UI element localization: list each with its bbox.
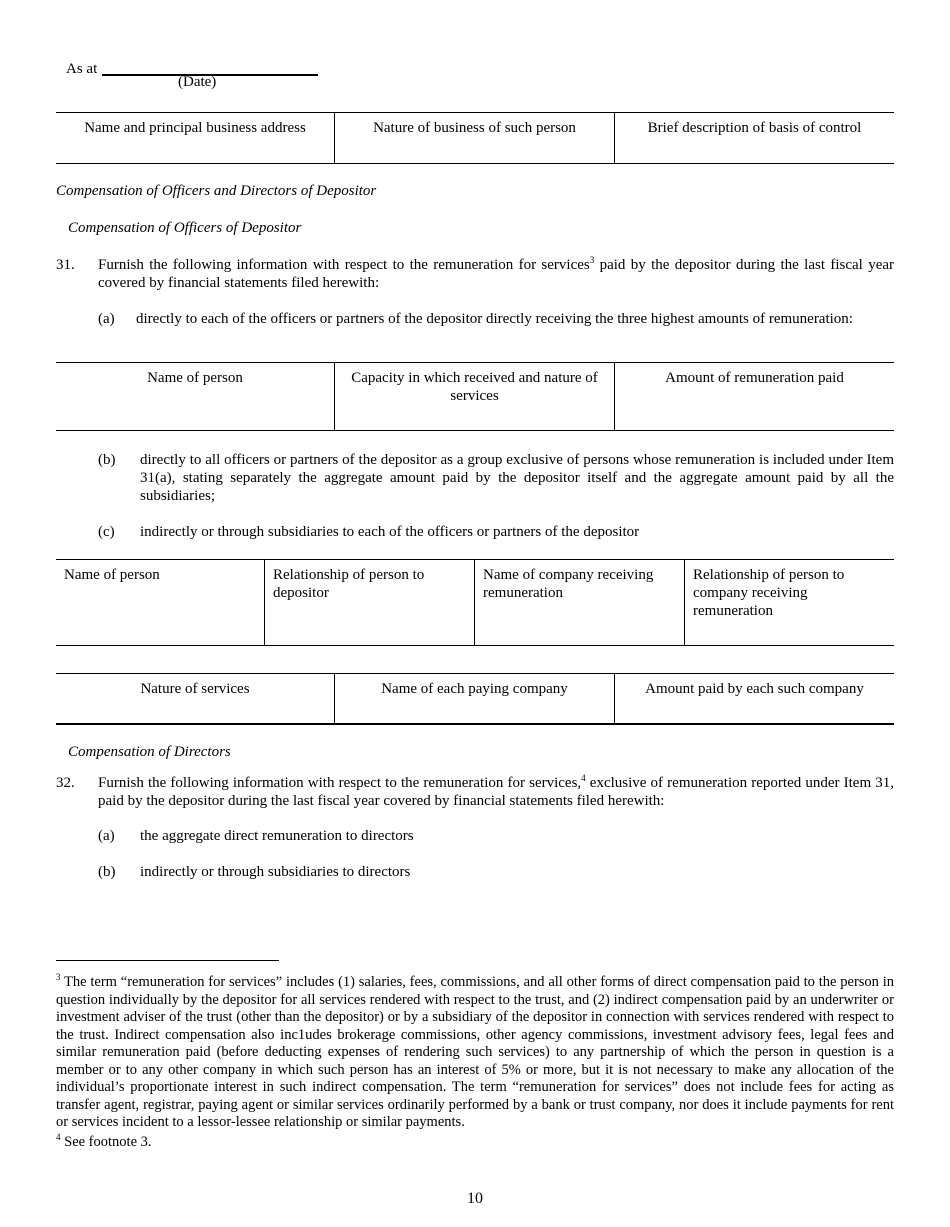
footnote-3: $^3$ The term “remuneration for services” includes (1) salaries, fees, commissions, and all other forms of direct compensation paid to the person in question individually by the depositor for all services rendered with respect to the trust, and (2) indirect compensation paid by an underwriter or investment adviser of the trust (other than the depositor) or by a subsidiary of the depositor in connection with services rendered with respect to the trust. Indirect compensation also inc1udes brokerage commissions, other agency commissions, investment advisory fees, legal fees and similar remuneration paid (before deducting expenses of rendering such services) to any partnership of which the person in question is a member or to any other company in which such person has an interest of 5% or more, but it is not necessary to make any allocation of the individual’s proportionate interest in such indirect compensation. The term “remuneration for services” does not include fees for acting as transfer agent, registrar, paying agent or similar services ordinarily performed by a bank or trust company, nor does it include payments for rent or services incident to a lessor-lessee relationship or similar payments.	[56, 972, 894, 1130]
indirect-table-header-company: Name of company receiving remuneration	[475, 560, 685, 645]
page-number: 10	[467, 1190, 483, 1207]
as-at-label: As at	[66, 61, 98, 77]
footnote-separator	[56, 960, 279, 961]
item-32-text: Furnish the following information with respect to the remuneration for services,$^4$ exclusive of remuneration reported under Item 31, paid by the depositor during the last fiscal year covered by financial statements filed herewith:	[98, 773, 894, 809]
item-31c-letter: (c)	[98, 524, 115, 540]
item-32-number: 32.	[56, 775, 75, 791]
indirect-table-header-relationship-depositor: Relationship of person to depositor	[265, 560, 475, 645]
control-table-header-nature: Nature of business of such person	[335, 113, 615, 163]
control-table	[56, 112, 894, 164]
item-32a-letter: (a)	[98, 828, 115, 844]
item-31b-letter: (b)	[98, 452, 116, 468]
item-31a-text: directly to each of the officers or partners of the depositor directly receiving the three highest amounts of remuneration:	[136, 311, 853, 327]
item-31-number: 31.	[56, 257, 75, 273]
services-table	[56, 673, 894, 725]
item-32a-text: the aggregate direct remuneration to directors	[140, 828, 414, 844]
date-label: (Date)	[178, 74, 217, 90]
indirect-table-header-name: Name of person	[56, 560, 265, 645]
control-table-header-name: Name and principal business address	[56, 113, 335, 163]
item-31c-text: indirectly or through subsidiaries to each of the officers or partners of the depositor	[140, 524, 640, 540]
services-table-header-amount: Amount paid by each such company	[645, 681, 864, 697]
subsection-directors-title: Compensation of Directors	[68, 744, 231, 760]
subsection-officers-title: Compensation of Officers of Depositor	[68, 220, 302, 236]
indirect-table	[56, 559, 894, 646]
item-32b-text: indirectly or through subsidiaries to directors	[140, 864, 411, 880]
item-31b-text: directly to all officers or partners of the depositor as a group exclusive of persons whose remuneration is included under Item 31(a), stating separately the aggregate amount paid by the depositor itself and the aggregate amount paid by all the subsidiaries;	[140, 452, 894, 504]
section-title: Compensation of Officers and Directors of Depositor	[56, 183, 377, 199]
officers-table-header-capacity: Capacity in which received and nature of services	[335, 363, 615, 430]
footnote-4: $^4$ See footnote 3.	[56, 1132, 152, 1150]
officers-table-header-amount: Amount of remuneration paid	[665, 370, 844, 386]
item-31-text: Furnish the following information with respect to the remuneration for services$^3$ paid by the depositor during the last fiscal year covered by financial statements filed herewith:	[98, 255, 895, 291]
services-table-header-nature: Nature of services	[56, 674, 335, 723]
officers-table-header-name: Name of person	[56, 363, 335, 430]
item-31a-letter: (a)	[98, 311, 115, 327]
officers-table	[56, 362, 894, 431]
services-table-header-company: Name of each paying company	[335, 674, 615, 723]
item-32b-letter: (b)	[98, 864, 116, 880]
control-table-header-basis: Brief description of basis of control	[647, 120, 862, 136]
indirect-table-header-relationship-company: Relationship of person to company receiving remuneration	[693, 567, 845, 619]
